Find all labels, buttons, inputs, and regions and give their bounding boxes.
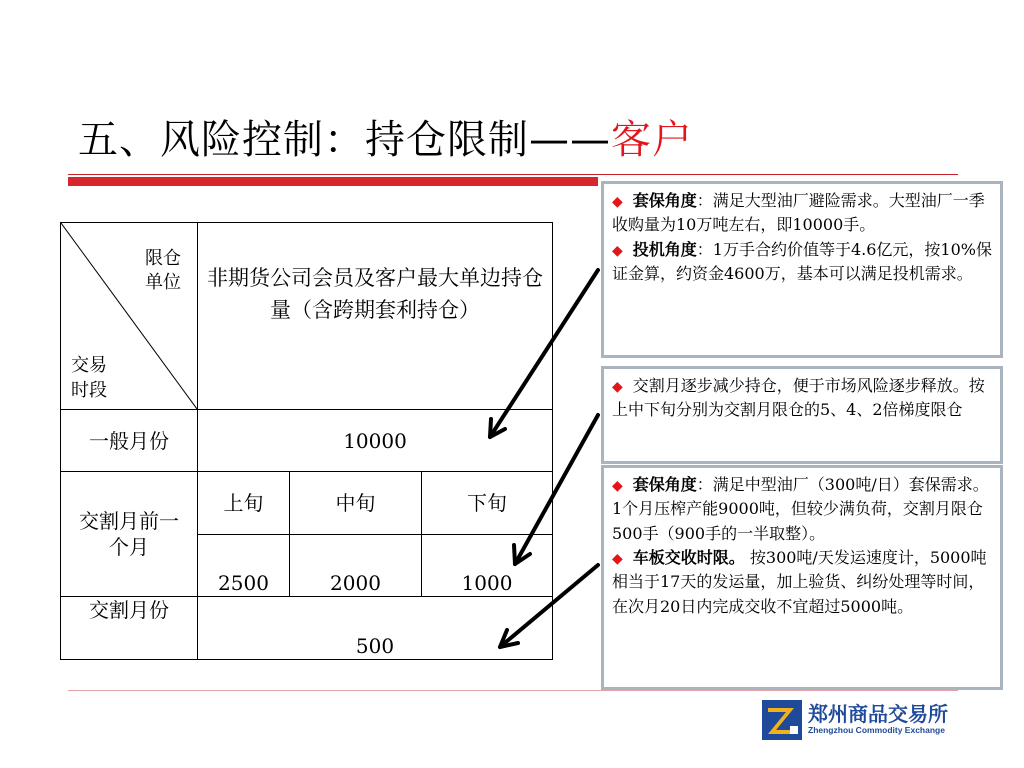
row-label-delivery: 交割月份 bbox=[61, 597, 198, 660]
value-delivery: 500 bbox=[198, 597, 553, 660]
period-early: 上旬 bbox=[198, 472, 290, 535]
title-rule-thick bbox=[68, 177, 598, 186]
table-header: 非期货公司会员及客户最大单边持仓量（含跨期套利持仓） bbox=[198, 223, 553, 410]
footer-rule bbox=[68, 690, 958, 691]
note1-text-hedge: ：满足大型油厂避险需求。大型油厂一季收购量为10万吨左右，即10000手。 bbox=[612, 191, 985, 235]
note3-text-settlement: 按300吨/天发运速度计，5000吨相当于17天的发运量，加上验货、纠纷处理等时间，在次月20日内完成交收不宜超过5000吨。 bbox=[612, 547, 987, 616]
logo-chinese-name: 郑州商品交易所 bbox=[808, 702, 948, 726]
exchange-logo bbox=[762, 698, 962, 744]
position-limit-table bbox=[60, 222, 553, 660]
diamond-bullet-icon: ◆ bbox=[612, 478, 623, 494]
table-corner-cell bbox=[61, 223, 198, 410]
note1-heading-speculation: 投机角度 bbox=[632, 239, 697, 259]
logo-english-name: Zhengzhou Commodity Exchange bbox=[808, 725, 945, 735]
corner-label-unit: 限仓 单位 bbox=[145, 248, 181, 294]
note-box-pre-delivery bbox=[601, 366, 1003, 464]
title-main: 五、风险控制：持仓限制—— bbox=[78, 117, 611, 163]
diamond-bullet-icon: ◆ bbox=[612, 194, 623, 210]
row-label-pre-delivery: 交割月前一个月 bbox=[61, 472, 198, 597]
note-box-general-month bbox=[601, 181, 1003, 358]
note2-text: 交割月逐步减少持仓，便于市场风险逐步释放。按上中下旬分别为交割月限仓的5、4、2倍梯度限仓 bbox=[612, 376, 985, 420]
title-accent: 客户 bbox=[611, 117, 693, 163]
value-early: 2500 bbox=[198, 535, 290, 597]
note1-text-speculation: ：1万手合约价值等于4.6亿元，按10%保证金算，约资金4600万，基本可以满足投机需求。 bbox=[612, 239, 992, 283]
corner-label-period: 交易 时段 bbox=[71, 355, 107, 401]
value-mid: 2000 bbox=[290, 535, 422, 597]
note-box-delivery-month bbox=[601, 465, 1003, 690]
note3-text-hedge: ：满足中型油厂（300吨/日）套保需求。1个月压榨产能9000吨，但较少满负荷，交割月限仓500手（900手的一半取整）。 bbox=[612, 475, 989, 543]
diamond-bullet-icon: ◆ bbox=[612, 550, 623, 567]
slide-title bbox=[78, 108, 693, 165]
row-label-general: 一般月份 bbox=[61, 410, 198, 472]
value-late: 1000 bbox=[422, 535, 553, 597]
zce-logo-icon bbox=[762, 700, 802, 740]
value-general: 10000 bbox=[198, 410, 553, 472]
period-late: 下旬 bbox=[422, 472, 553, 535]
note3-heading-settlement: 车板交收时限。 bbox=[632, 547, 745, 567]
diamond-bullet-icon: ◆ bbox=[612, 379, 623, 395]
note1-heading-hedge: 套保角度 bbox=[632, 191, 697, 210]
period-mid: 中旬 bbox=[290, 472, 422, 535]
diamond-bullet-icon: ◆ bbox=[612, 242, 623, 259]
title-rule-thin bbox=[68, 174, 958, 175]
note3-heading-hedge: 套保角度 bbox=[632, 475, 697, 494]
